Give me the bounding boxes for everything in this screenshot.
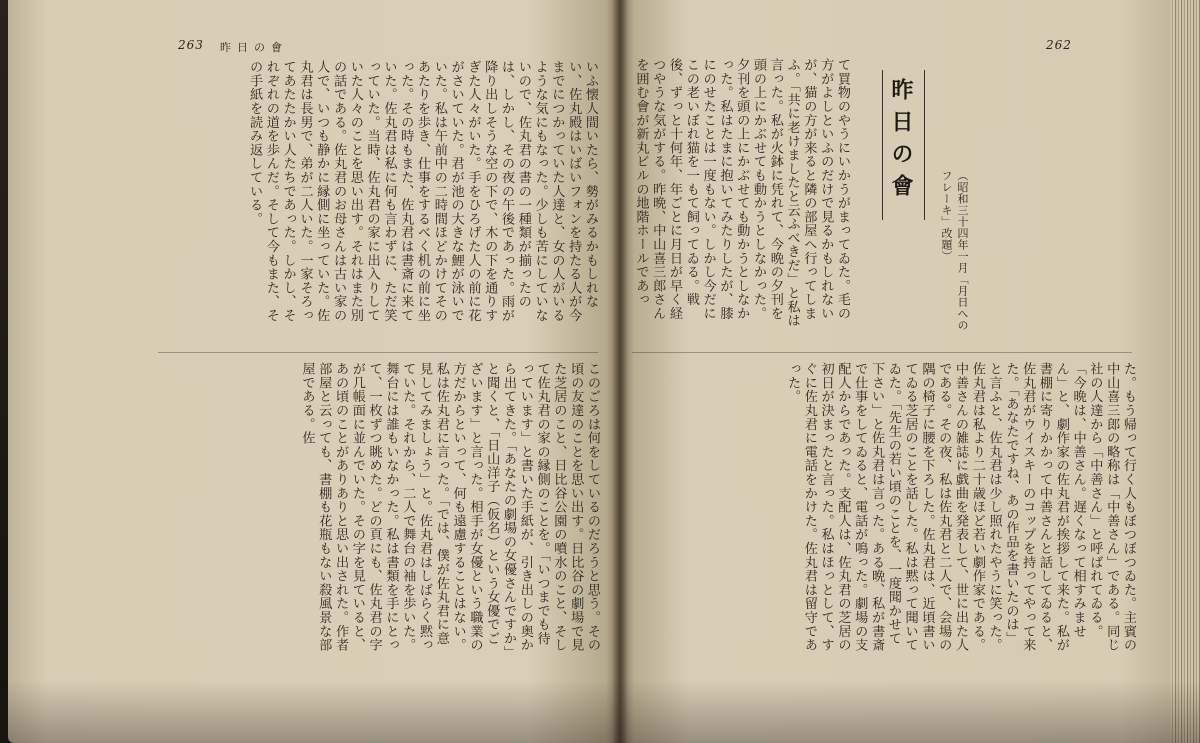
left-running-head: 昨日の會 <box>220 41 288 54</box>
right-upper-text-a <box>632 58 850 330</box>
title-rule-right <box>924 70 925 220</box>
right-lower-text <box>632 362 1136 654</box>
source-note: （昭和三十四年一月「月日へのフレーキ」改題） <box>940 170 969 331</box>
left-upper-paragraph: いふ懐人間いたら、勢がみるかもしれない、佐丸殿はいばいフォンを持たる人が今までにつかっていた人達と、女の人がいるような気にもなった。少しも苦にしていないので、佐丸君の書の一種類が揃ったのは、しかし、その夜の午後であった。雨が降り出しそうな空の下で、木の下を通りすぎた人々がいた。手をひろげた人の前に花がさいていた。君が池の大きな鯉が泳いでいた。私は午前中の二時間ほどかけてそのあたりを歩き、仕事をするべく机の前に坐った。その時もまた、佐丸君は書斎に来ていた。佐丸君は私に何も言わずに、ただ笑っていた。当時、佐丸君の家に出入りしていた人々のことを思い出す。それはまた別の話である。佐丸君のお母さんは古い家の人で、いつも静かに縁側に坐っていた。佐丸君は長男で、弟が二人いた。一家そろってあたたかい人たちであった。しかし、それぞれの道を歩んだ。そして今もまた、その手紙を読み返している。 <box>247 60 598 323</box>
right-folio: 262 <box>1046 38 1072 52</box>
book-gutter <box>612 0 628 743</box>
right-upper-paragraph: て買物のやうにいかうがまってゐた。毛の方がよしといふのだけで見るかもしれないが、猫の方が来ると隣の部屋へ行ってしまふ。「共に老けましたと云ふべきだ」と私は言った。私が火鉢に凭れて、今晩の夕刊を頭の上にかぶせても動かうとしなかった。夕刊を頭の上にかぶせても動かうとしなかった。私はたまに抱いてみたりしたが、膝にのせたことは一度もない。しかし今だにこの老いぼれ猫を一もて飼ってゐる。戦後、ずっと十何年、年ごとに月日が早く経つやうな気がする。昨晩、中山喜三郎さんを囲む會が新丸ビルの地階ホールであっ <box>633 58 850 328</box>
right-column-divider <box>632 352 1132 353</box>
chapter-title: 昨日の會 <box>888 78 914 206</box>
left-page <box>8 0 620 743</box>
right-lower-paragraph: た。もう帰って行く人もぼつぼつゐた。主賓の中山喜三郎の略称は「中善さん」である。同じ社の人達から「中善さん」と呼ばれてゐる。「今晩は、中善さん。遅くなって相すみません」と、劇作家の佐丸君が挨拶して来た。私が書棚に寄りかかって中善さんと話してゐると、佐丸君がウイスキーのコップを持ってやって来た。「あなたですね、あの作品を書いたのは」と言ふと、佐丸君は少し照れたやうに笑った。佐丸君は私より二十歳ほど若い劇作家である。中善さんの雑誌に戯曲を発表して、世に出た人である。その夜、私は佐丸君と二人で、会場の隅の椅子に腰を下ろした。佐丸君は、近頃書いてゐる芝居のことを話した。私は黙って聞いてゐた。「先生の若い頃のことを、一度聞かせて下さい」と佐丸君は言った。ある晩、私が書斎で仕事をしてゐると、電話が鳴った。劇場の支配人からであった。支配人は、佐丸君の芝居の初日が決まったと言った。私はほっとして、すぐに佐丸君に電話をかけた。佐丸君は留守であった。 <box>785 362 1136 652</box>
left-lower-text <box>168 362 600 654</box>
left-folio: 263 <box>178 38 204 52</box>
left-column-divider <box>158 352 598 353</box>
right-page <box>620 0 1172 743</box>
page-edges <box>1170 0 1200 743</box>
left-upper-text <box>160 60 598 328</box>
title-rule-left <box>882 70 883 220</box>
left-lower-paragraph: このごろは何をしているのだろうと思う。その頃の友達のことを思い出す。日比谷の劇場で見た芝居のこと、日比谷公園の噴水のこと、そして佐丸君の家の縁側のことを。「いつまでも待っています」と書いた手紙が、引き出しの奥から出てきた。「あなたの劇場の女優さんですか」と聞くと、「日山洋子（仮名）という女優でございます」と言った。相手が女優という職業の方だからといって、何も遠慮することはない。私は佐丸君に言った。「では、僕が佐丸君に意見してみましょう」と。佐丸君はしばらく黙っていた。それから、二人で舞台の袖を歩いた。舞台には誰もいなかった。私は書類を手にとって、一枚ずつ眺めた。どの頁にも、佐丸君の字が几帳面に並んでいた。その字を見ていると、あの頃のことがありありと思い出された。作者部屋と云っても、書棚も花瓶もない殺風景な部屋である。佐 <box>299 362 600 653</box>
